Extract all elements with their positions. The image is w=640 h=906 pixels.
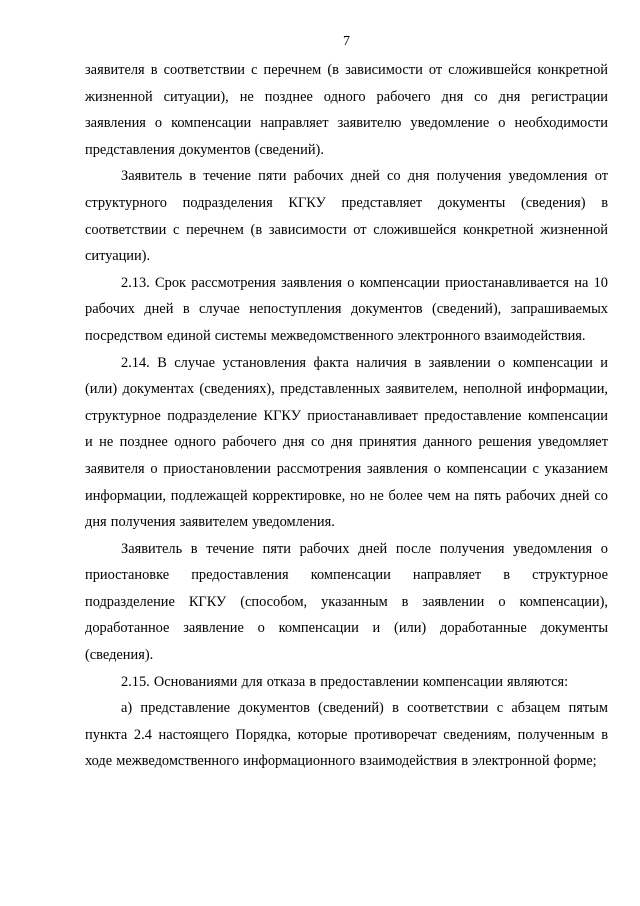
paragraph-4: 2.14. В случае установления факта наличия в заявлении о компенсации и (или) документах (сведениях), представленных заявителем, неполной информации, структурное подразделение КГКУ приостанавливает предоставление компенсации и не позднее одного рабочего дня со дня принятия данного решения уведомляет заявителя о приостановлении рассмотрения заявления о компенсации с указанием информации, подлежащей корректировке, но не более чем на пять рабочих дней со дня получения заявителем уведомления. xyxy=(85,354,608,531)
paragraph-2: Заявитель в течение пяти рабочих дней со дня получения уведомления от структурного подразделения КГКУ представляет документы (сведения) в соответствии с перечнем (в зависимости от сложившейся конкретной жизненной ситуации). xyxy=(85,168,608,265)
paragraph-1: заявителя в соответствии с перечнем (в зависимости от сложившейся конкретной жизненной ситуации), не позднее одного рабочего дня со дня регистрации заявления о компенсации направляет заявителю уведомление о необходимости представления документов (сведений). xyxy=(85,62,608,158)
paragraph-5: Заявитель в течение пяти рабочих дней после получения уведомления о приостановке предоставления компенсации направляет в структурное подразделение КГКУ (способом, указанным в заявлении о компенсации), доработанное заявление о компенсации и (или) доработанные документы (сведения). xyxy=(85,540,608,664)
page-number: 7 xyxy=(343,34,350,49)
paragraph-6: 2.15. Основаниями для отказа в предоставлении компенсации являются: xyxy=(121,673,569,690)
paragraph-7: а) представление документов (сведений) в соответствии с абзацем пятым пункта 2.4 настоящего Порядка, которые противоречат сведениям, полученным в ходе межведомственного информационного взаимодействия в электронной форме; xyxy=(85,700,608,770)
paragraph-3: 2.13. Срок рассмотрения заявления о компенсации приостанавливается на 10 рабочих дней в случае непоступления документов (сведений), запрашиваемых посредством единой системы межведомственного электронного взаимодействия. xyxy=(85,274,608,344)
